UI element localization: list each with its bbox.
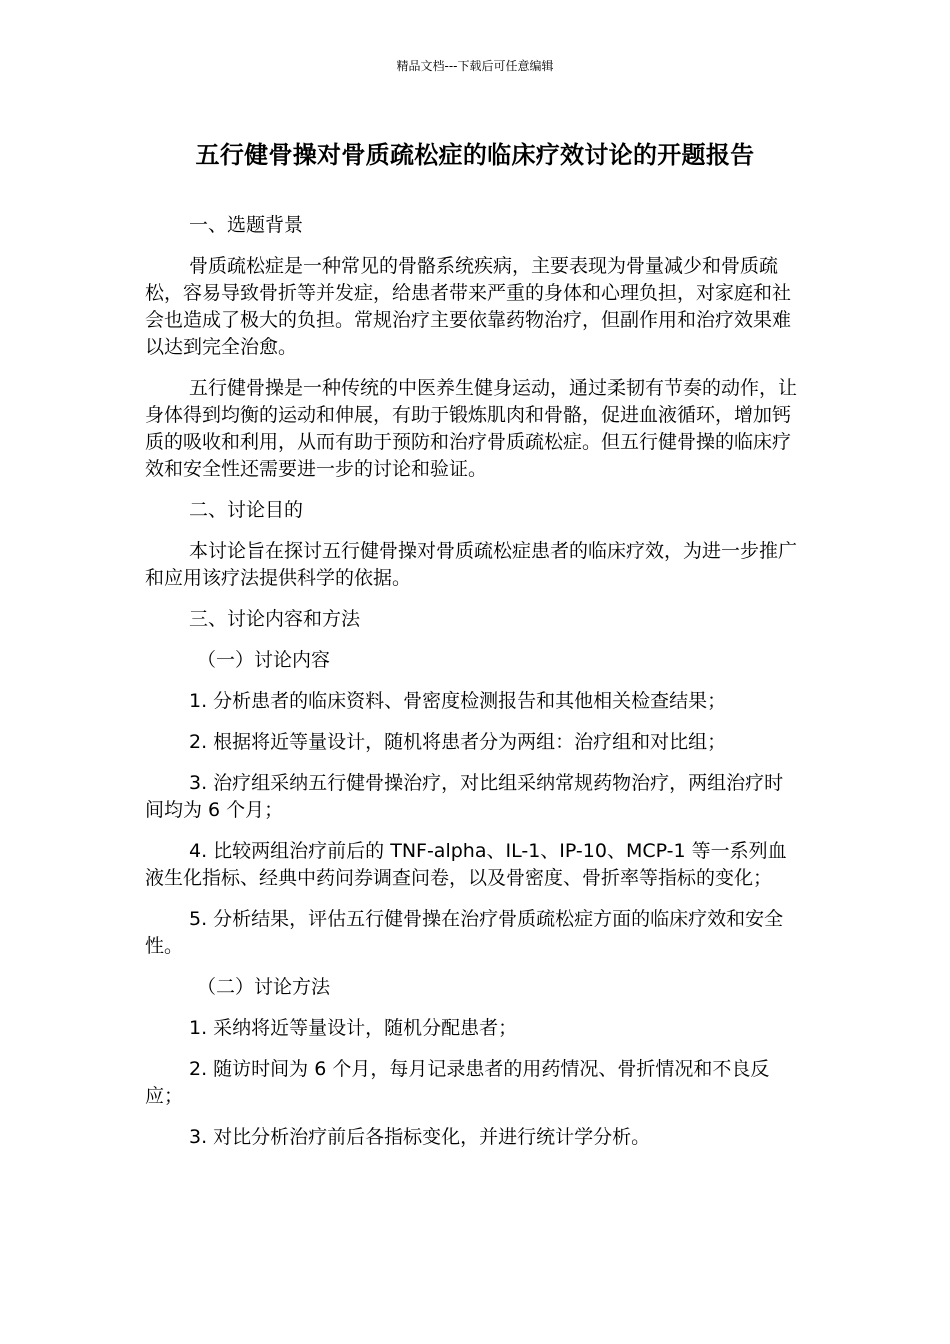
list-item: 3. 治疗组采纳五行健骨操治疗，对比组采纳常规药物治疗，两组治疗时间均为 6 个月； [145, 772, 784, 821]
document-body [145, 212, 800, 1165]
section-heading-purpose: 二、讨论目的 [189, 499, 304, 521]
subsection-heading-method: （二）讨论方法 [197, 976, 331, 998]
page-header: 精品文档---下载后可任意编辑 [396, 59, 554, 73]
section-heading-background: 一、选题背景 [189, 214, 304, 236]
subsection-heading-content: （一）讨论内容 [197, 649, 331, 671]
list-item: 4. 比较两组治疗前后的 TNF-alpha、IL-1、IP-10、MCP-1 等一系列血液生化指标、经典中药问券调查问卷，以及骨密度、骨折率等指标的变化； [145, 840, 787, 889]
paragraph-purpose: 本讨论旨在探讨五行健骨操对骨质疏松症患者的临床疗效，为进一步推广和应用该疗法提供科学的依据。 [145, 540, 798, 589]
paragraph-background-2: 五行健骨操是一种传统的中医养生健身运动，通过柔韧有节奏的动作，让身体得到均衡的运动和伸展，有助于锻炼肌肉和骨骼，促进血液循环，增加钙质的吸收和利用，从而有助于预防和治疗骨质疏松症。但五行健骨操的临床疗效和安全性还需要进一步的讨论和验证。 [145, 377, 798, 480]
section-heading-content-method: 三、讨论内容和方法 [189, 608, 361, 630]
list-item: 5. 分析结果，评估五行健骨操在治疗骨质疏松症方面的临床疗效和安全性。 [145, 908, 784, 957]
list-item: 2. 根据将近等量设计，随机将患者分为两组：治疗组和对比组； [189, 731, 727, 753]
list-item: 2. 随访时间为 6 个月，每月记录患者的用药情况、骨折情况和不良反应； [145, 1058, 770, 1107]
paragraph-background-1: 骨质疏松症是一种常见的骨骼系统疾病，主要表现为骨量减少和骨质疏松，容易导致骨折等并发症，给患者带来严重的身体和心理负担，对家庭和社会也造成了极大的负担。常规治疗主要依靠药物治疗，但副作用和治疗效果难以达到完全治愈。 [145, 255, 792, 358]
list-item: 3. 对比分析治疗前后各指标变化，并进行统计学分析。 [189, 1126, 651, 1148]
list-item: 1. 分析患者的临床资料、骨密度检测报告和其他相关检查结果； [189, 690, 727, 712]
list-item: 1. 采纳将近等量设计，随机分配患者； [189, 1017, 518, 1039]
document-title: 五行健骨操对骨质疏松症的临床疗效讨论的开题报告 [195, 141, 755, 169]
